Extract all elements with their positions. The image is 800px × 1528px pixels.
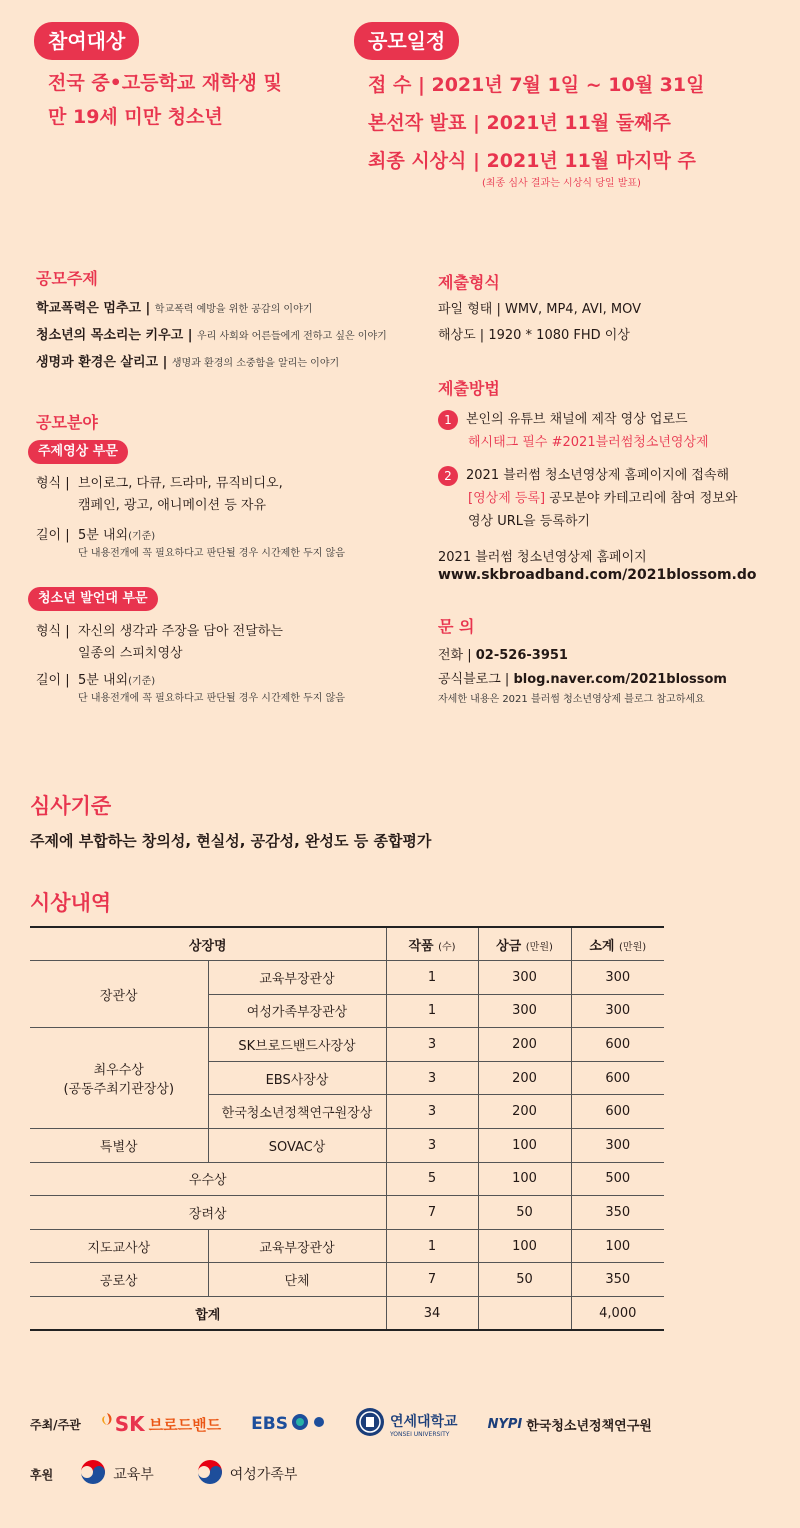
- criteria-text: 주제에 부합하는 창의성, 현실성, 공감성, 완성도 등 종합평가: [30, 832, 432, 850]
- award-name: 단체: [208, 1263, 386, 1297]
- award-name: 교육부장관상: [208, 961, 386, 995]
- awards-table: [30, 926, 664, 1331]
- award-subtotal: 500: [571, 1162, 664, 1196]
- award-name: SK브로드밴드사장상: [208, 1028, 386, 1062]
- award-name: 교육부장관상: [208, 1229, 386, 1263]
- field-cat2-length: [78, 669, 155, 688]
- method-title: 제출방법: [438, 379, 500, 398]
- schedule-list: [368, 66, 704, 180]
- award-group: 지도교사상: [30, 1229, 208, 1263]
- taegeuk-icon: [196, 1458, 224, 1490]
- table-row: [30, 1263, 664, 1297]
- contact-phone[interactable]: 02-526-3951: [475, 648, 568, 663]
- field-cat2-length-note: 단 내용전개에 꼭 필요하다고 판단될 경우 시간제한 두지 않음: [78, 693, 345, 704]
- theme-item-2-sub: 우리 사회와 어른들에게 전하고 싶은 이야기: [197, 331, 387, 342]
- contact-blog-link[interactable]: blog.naver.com/2021blossom: [513, 672, 727, 687]
- award-subtotal: 600: [571, 1061, 664, 1095]
- award-count: 3: [386, 1095, 478, 1129]
- award-group: 우수상: [30, 1162, 386, 1196]
- theme-item-3-sub: 생명과 환경의 소중함을 알리는 이야기: [171, 358, 340, 369]
- award-prize: 300: [478, 961, 571, 995]
- award-count: 3: [386, 1061, 478, 1095]
- award-prize: 50: [478, 1263, 571, 1297]
- field-title: 공모분야: [36, 413, 98, 432]
- yonsei-en-text: YONSEI UNIVERSITY: [389, 1430, 450, 1438]
- award-count: 1: [386, 961, 478, 995]
- field-cat1-format-line2: 캠페인, 광고, 애니메이션 등 자유: [78, 498, 267, 513]
- field-cat1-format-line1: 브이로그, 다큐, 드라마, 뮤직비디오,: [78, 476, 283, 491]
- awards-title: 시상내역: [30, 891, 112, 915]
- field-cat1-badge: 주제영상 부문: [28, 440, 128, 464]
- award-subtotal: 100: [571, 1229, 664, 1263]
- schedule-row-ceremony: 최종 시상식 | 2021년 11월 마지막 주: [368, 150, 696, 172]
- method-step2: [438, 464, 729, 486]
- theme-item-3-main: 생명과 환경은 살리고 |: [36, 355, 172, 370]
- field-cat2-format-line1: 자신의 생각과 주장을 담아 전달하는: [78, 624, 283, 639]
- ebs-text: EBS: [251, 1414, 288, 1434]
- theme-item-2-main: 청소년의 목소리는 키우고 |: [36, 328, 197, 343]
- table-row: [30, 1129, 664, 1163]
- award-prize: 200: [478, 1061, 571, 1095]
- theme-item-1-main: 학교폭력은 멈추고 |: [36, 301, 155, 316]
- eligibility-line1: 전국 중•고등학교 재학생 및: [48, 72, 282, 94]
- awards-header-subtotal: [571, 927, 664, 961]
- award-group: 공로상: [30, 1263, 208, 1297]
- award-subtotal: 600: [571, 1095, 664, 1129]
- awards-header-count-label: 작품: [408, 938, 434, 954]
- award-group: 특별상: [30, 1129, 208, 1163]
- sk-mark: SK: [114, 1412, 145, 1436]
- awards-header-name: 상장명: [30, 927, 386, 961]
- contact-note: 자세한 내용은 2021 블러썸 청소년영상제 블로그 참고하세요: [438, 694, 705, 705]
- table-row: [30, 1229, 664, 1263]
- award-subtotal: 300: [571, 961, 664, 995]
- contact-blog-row: [438, 668, 727, 687]
- ebs-circles-icon: [291, 1413, 325, 1435]
- schedule-badge: 공모일정: [354, 22, 459, 60]
- mogef-logo: [196, 1458, 298, 1490]
- award-total-count: 34: [386, 1297, 478, 1331]
- award-prize: 100: [478, 1162, 571, 1196]
- award-count: 5: [386, 1162, 478, 1196]
- method-step2-register: [영상제 등록]: [468, 491, 546, 506]
- sk-broadband-logo: [99, 1411, 221, 1437]
- award-name: 여성가족부장관상: [208, 994, 386, 1028]
- host-label: 주최/주관: [30, 1417, 81, 1432]
- contact-title: 문 의: [438, 617, 475, 636]
- contact-phone-row: [438, 644, 568, 663]
- awards-header-prize-unit: (만원): [525, 941, 553, 953]
- method-step2-line1: 2021 블러썸 청소년영상제 홈페이지에 접속해: [466, 468, 730, 483]
- field-cat2-badge: 청소년 발언대 부문: [28, 587, 158, 611]
- table-row: [30, 1028, 664, 1062]
- award-group-line1: 최우수상: [93, 1063, 144, 1079]
- award-total-subtotal: 4,000: [571, 1297, 664, 1331]
- eligibility-badge: 참여대상: [34, 22, 139, 60]
- award-count: 1: [386, 994, 478, 1028]
- awards-header-count-unit: (수): [438, 941, 456, 953]
- awards-header-count: [386, 927, 478, 961]
- table-row: [30, 1196, 664, 1230]
- sponsor-logos: [30, 1458, 297, 1490]
- award-total-label: 합계: [30, 1297, 386, 1331]
- sk-butterfly-icon: [99, 1411, 115, 1437]
- field-cat2-length-unit: (기준): [128, 676, 156, 687]
- field-cat2-length-value: 5분 내외: [78, 673, 129, 688]
- method-step2-line2-rest: 공모분야 카테고리에 참여 정보와: [545, 491, 738, 506]
- award-group-line2: (공동주최기관장상): [63, 1082, 175, 1098]
- host-logos: [30, 1404, 652, 1444]
- step1-number-icon: 1: [438, 410, 458, 430]
- field-cat1-length-unit: (기준): [128, 531, 156, 542]
- homepage-label: 2021 블러썸 청소년영상제 홈페이지: [438, 550, 647, 565]
- award-count: 7: [386, 1263, 478, 1297]
- award-subtotal: 350: [571, 1263, 664, 1297]
- award-prize: 200: [478, 1095, 571, 1129]
- award-group: 장관상: [30, 961, 208, 1028]
- field-cat1-length: [78, 524, 155, 543]
- theme-item-1: [36, 297, 312, 316]
- yonsei-text: 연세대학교: [389, 1413, 458, 1430]
- table-row: [30, 1162, 664, 1196]
- field-cat2-format-line2: 일종의 스피치영상: [78, 646, 183, 661]
- eligibility-text: [48, 66, 282, 134]
- award-name: 한국청소년정책연구원장상: [208, 1095, 386, 1129]
- award-prize: 200: [478, 1028, 571, 1062]
- moe-logo: [79, 1458, 154, 1490]
- ebs-logo: [251, 1413, 325, 1435]
- method-step1-hashtag: 해시태그 필수 #2021블러썸청소년영상제: [468, 435, 709, 450]
- yonsei-name: [390, 1411, 458, 1438]
- field-cat1-length-note: 단 내용전개에 꼭 필요하다고 판단될 경우 시간제한 두지 않음: [78, 548, 345, 559]
- award-group: 장려상: [30, 1196, 386, 1230]
- awards-header-subtotal-unit: (만원): [619, 941, 647, 953]
- award-group: [30, 1028, 208, 1129]
- theme-title: 공모주제: [36, 269, 98, 288]
- format-title: 제출형식: [438, 273, 500, 292]
- schedule-note: (최종 심사 결과는 시상식 당일 발표): [482, 178, 641, 189]
- nypi-logo: [488, 1415, 652, 1434]
- field-cat1-format-label: 형식 |: [36, 476, 70, 491]
- sk-broadband-text: 브로드밴드: [148, 1415, 222, 1434]
- homepage-url[interactable]: www.skbroadband.com/2021blossom.do: [438, 567, 757, 583]
- award-count: 1: [386, 1229, 478, 1263]
- theme-item-3: [36, 351, 339, 370]
- award-name: EBS사장상: [208, 1061, 386, 1095]
- method-step1: [438, 408, 688, 430]
- step2-number-icon: 2: [438, 466, 458, 486]
- table-row-total: [30, 1297, 664, 1331]
- award-subtotal: 350: [571, 1196, 664, 1230]
- award-count: 7: [386, 1196, 478, 1230]
- awards-header-prize: [478, 927, 571, 961]
- award-prize: 50: [478, 1196, 571, 1230]
- award-prize: 100: [478, 1229, 571, 1263]
- sponsor-label: 후원: [30, 1467, 54, 1482]
- method-step1-line1: 본인의 유튜브 채널에 제작 영상 업로드: [466, 412, 688, 427]
- table-row: [30, 961, 664, 995]
- schedule-row-receipt: 접 수 | 2021년 7월 1일 ~ 10월 31일: [368, 74, 705, 96]
- theme-item-2: [36, 324, 387, 343]
- award-name: SOVAC상: [208, 1129, 386, 1163]
- yonsei-logo: [355, 1407, 458, 1441]
- award-count: 3: [386, 1028, 478, 1062]
- award-prize: 300: [478, 994, 571, 1028]
- field-cat1-length-label: 길이 |: [36, 528, 70, 543]
- criteria-title: 심사기준: [30, 794, 112, 818]
- award-prize: 100: [478, 1129, 571, 1163]
- field-cat2-length-label: 길이 |: [36, 673, 70, 688]
- awards-header-prize-label: 상금: [496, 938, 522, 954]
- awards-header-row: [30, 927, 664, 961]
- taegeuk-icon: [79, 1458, 107, 1490]
- award-subtotal: 600: [571, 1028, 664, 1062]
- mogef-text: 여성가족부: [229, 1467, 298, 1483]
- nypi-text: 한국청소년정책연구원: [526, 1418, 652, 1434]
- contact-phone-label: 전화 |: [438, 648, 476, 663]
- award-total-prize: [478, 1297, 571, 1331]
- field-cat2-format-label: 형식 |: [36, 624, 70, 639]
- eligibility-line2: 만 19세 미만 청소년: [48, 106, 223, 128]
- format-line2: 해상도 | 1920 * 1080 FHD 이상: [438, 328, 630, 343]
- field-cat1-length-value: 5분 내외: [78, 528, 129, 543]
- method-step2-line3: 영상 URL을 등록하기: [468, 514, 590, 529]
- method-step2-line2: [468, 487, 737, 506]
- moe-text: 교육부: [113, 1467, 154, 1483]
- award-subtotal: 300: [571, 1129, 664, 1163]
- contact-blog-label: 공식블로그 |: [438, 672, 514, 687]
- schedule-row-finalist: 본선작 발표 | 2021년 11월 둘째주: [368, 112, 671, 134]
- awards-header-subtotal-label: 소계: [589, 938, 615, 954]
- yonsei-emblem-icon: [355, 1407, 385, 1441]
- format-line1: 파일 형태 | WMV, MP4, AVI, MOV: [438, 302, 641, 317]
- award-subtotal: 300: [571, 994, 664, 1028]
- nypi-mark: NYPI: [487, 1416, 523, 1432]
- award-count: 3: [386, 1129, 478, 1163]
- theme-item-1-sub: 학교폭력 예방을 위한 공감의 이야기: [154, 304, 313, 315]
